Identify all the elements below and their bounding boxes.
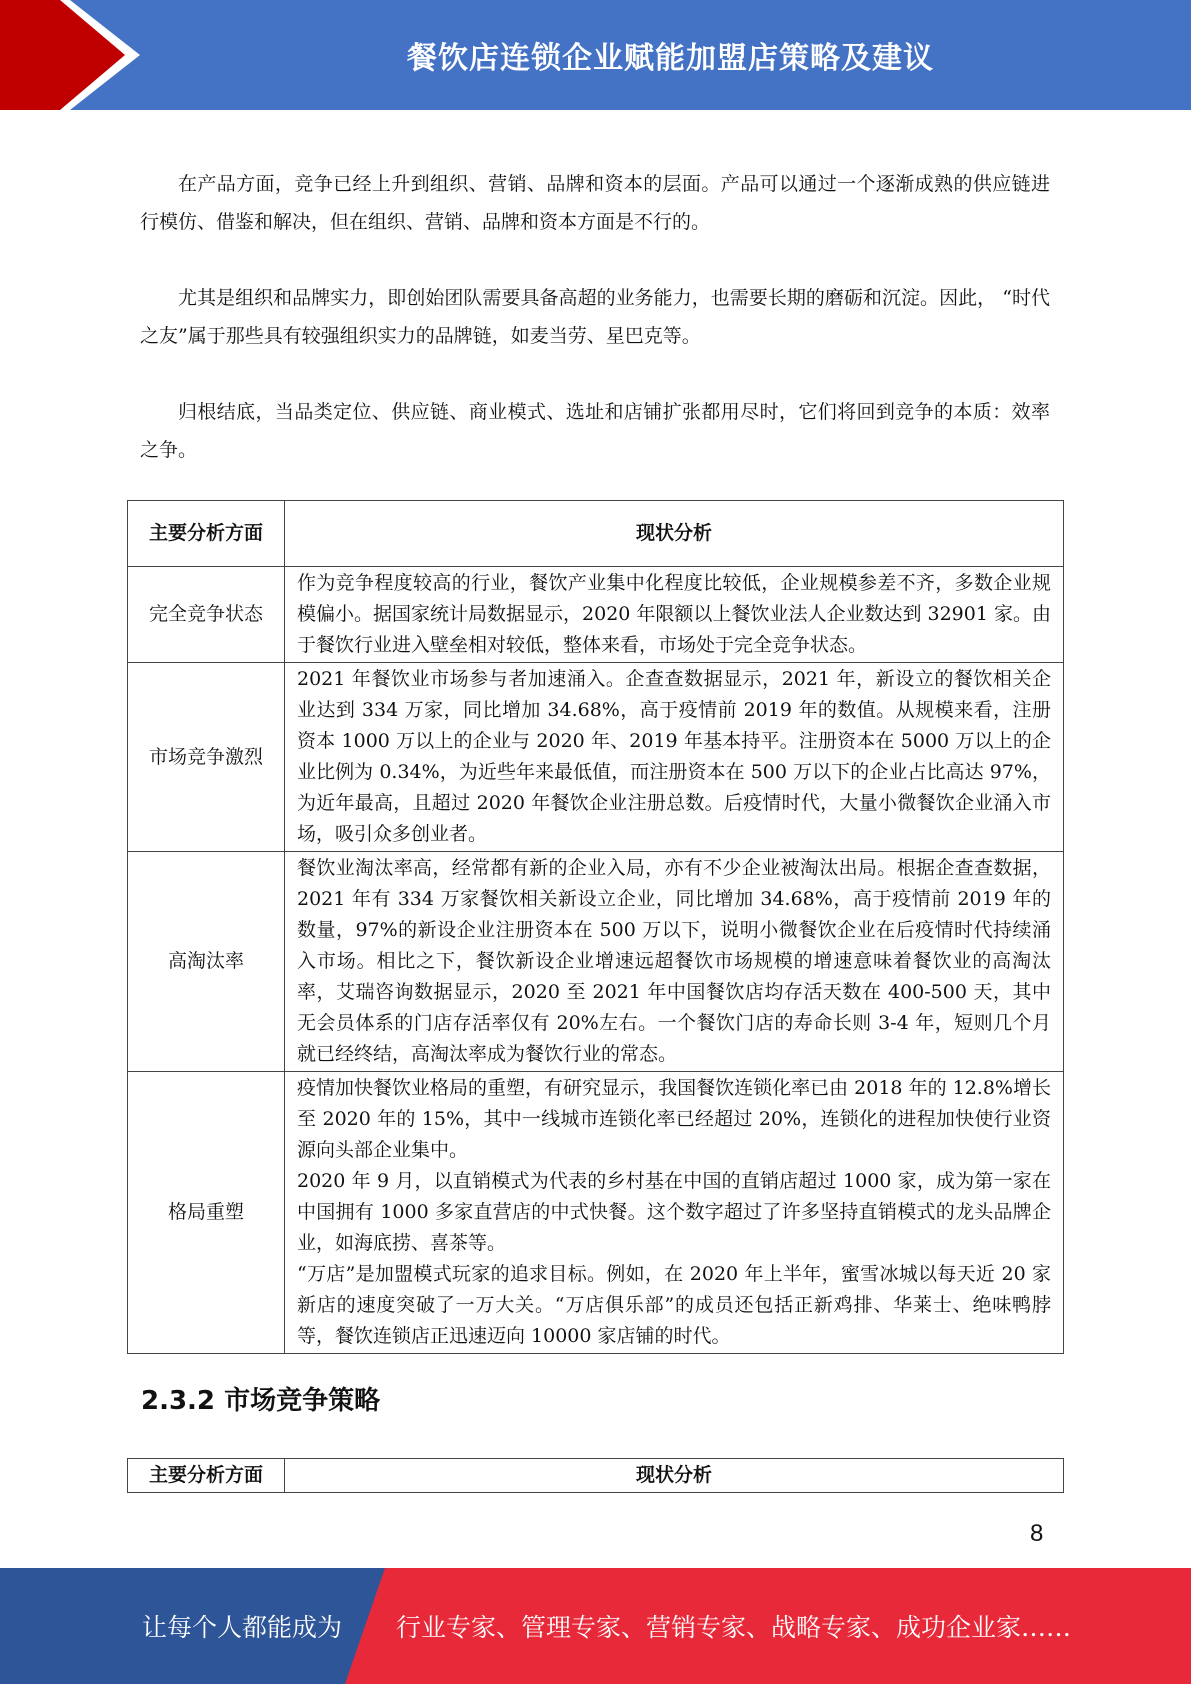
aspect-cell: 市场竞争激烈	[128, 663, 285, 852]
footer-slogan-left: 让每个人都能成为	[142, 1613, 343, 1642]
paragraph: 尤其是组织和品牌实力，即创始团队需要具备高超的业务能力，也需要长期的磨砺和沉淀。因此， “时代之友”属于那些具有较强组织实力的品牌链，如麦当劳、星巴克等。	[140, 287, 1050, 347]
column-header-aspect: 主要分析方面	[128, 501, 285, 567]
page-footer	[0, 1568, 1191, 1684]
analysis-table	[127, 500, 1064, 1354]
table-row	[128, 1072, 1064, 1354]
table-header-row	[128, 1459, 1064, 1493]
analysis-text: 疫情加快餐饮业格局的重塑，有研究显示，我国餐饮连锁化率已由 2018 年的 12.8%增长至 2020 年的 15%，其中一线城市连锁化率已经超过 20%，连锁化的进程加快使行业资源向头部企业集中。	[297, 1077, 1051, 1161]
document-title: 餐饮店连锁企业赋能加盟店策略及建议	[407, 41, 934, 76]
footer-slogan-right: 行业专家、管理专家、营销专家、战略专家、成功企业家……	[396, 1613, 1072, 1642]
table-row	[128, 663, 1064, 852]
analysis-cell	[285, 567, 1064, 663]
strategy-table	[127, 1458, 1064, 1493]
paragraph: 归根结底，当品类定位、供应链、商业模式、选址和店铺扩张都用尽时，它们将回到竞争的本质：效率之争。	[140, 401, 1050, 461]
analysis-cell	[285, 852, 1064, 1072]
analysis-cell	[285, 1072, 1064, 1354]
analysis-text: 2020 年 9 月，以直销模式为代表的乡村基在中国的直销店超过 1000 家，成为第一家在中国拥有 1000 多家直营店的中式快餐。这个数字超过了许多坚持直销模式的龙头品牌企业，如海底捞、喜茶等。	[297, 1170, 1051, 1254]
analysis-cell	[285, 663, 1064, 852]
analysis-text: “万店”是加盟模式玩家的追求目标。例如，在 2020 年上半年，蜜雪冰城以每天近 20 家新店的速度突破了一万大关。“万店俱乐部”的成员还包括正新鸡排、华莱士、绝味鸭脖等，餐饮连锁店正迅速迈向 10000 家店铺的时代。	[297, 1263, 1051, 1347]
column-header-analysis: 现状分析	[285, 1459, 1064, 1493]
column-header-aspect: 主要分析方面	[128, 1459, 285, 1493]
column-header-analysis: 现状分析	[285, 501, 1064, 567]
section-heading: 2.3.2 市场竞争策略	[141, 1386, 381, 1416]
page-number: 8	[1030, 1520, 1044, 1547]
aspect-cell: 完全竞争状态	[128, 567, 285, 663]
page-header	[0, 0, 1191, 110]
table-row	[128, 852, 1064, 1072]
table-header-row	[128, 501, 1064, 567]
analysis-text: 作为竞争程度较高的行业，餐饮产业集中化程度比较低，企业规模参差不齐，多数企业规模偏小。据国家统计局数据显示，2020 年限额以上餐饮业法人企业数达到 32901 家。由于餐饮行业进入壁垒相对较低，整体来看，市场处于完全竞争状态。	[297, 572, 1051, 656]
paragraph: 在产品方面，竞争已经上升到组织、营销、品牌和资本的层面。产品可以通过一个逐渐成熟的供应链进行模仿、借鉴和解决，但在组织、营销、品牌和资本方面是不行的。	[140, 173, 1050, 233]
aspect-cell: 格局重塑	[128, 1072, 285, 1354]
analysis-text: 2021 年餐饮业市场参与者加速涌入。企查查数据显示，2021 年，新设立的餐饮相关企业达到 334 万家，同比增加 34.68%，高于疫情前 2019 年的数值。从规模来看，注册资本 1000 万以上的企业与 2020 年、2019 年基本持平。注册资本在 5000 万以上的企业比例为 0.34%，为近些年来最低值，而注册资本在 500 万以下的企业占比高达 97%，为近年最高，且超过 2020 年餐饮企业注册总数。后疫情时代，大量小微餐饮企业涌入市场，吸引众多创业者。	[297, 668, 1051, 845]
table-row	[128, 567, 1064, 663]
body-text	[140, 165, 1050, 507]
aspect-cell: 高淘汰率	[128, 852, 285, 1072]
analysis-text: 餐饮业淘汰率高，经常都有新的企业入局，亦有不少企业被淘汰出局。根据企查查数据，2021 年有 334 万家餐饮相关新设立企业，同比增加 34.68%，高于疫情前 2019 年的数量，97%的新设企业注册资本在 500 万以下，说明小微餐饮企业在后疫情时代持续涌入市场。相比之下，餐饮新设企业增速远超餐饮市场规模的增速意味着餐饮业的高淘汰率，艾瑞咨询数据显示，2020 至 2021 年中国餐饮店均存活天数在 400-500 天，其中无会员体系的门店存活率仅有 20%左右。一个餐饮门店的寿命长则 3-4 年，短则几个月就已经终结，高淘汰率成为餐饮行业的常态。	[297, 857, 1051, 1065]
